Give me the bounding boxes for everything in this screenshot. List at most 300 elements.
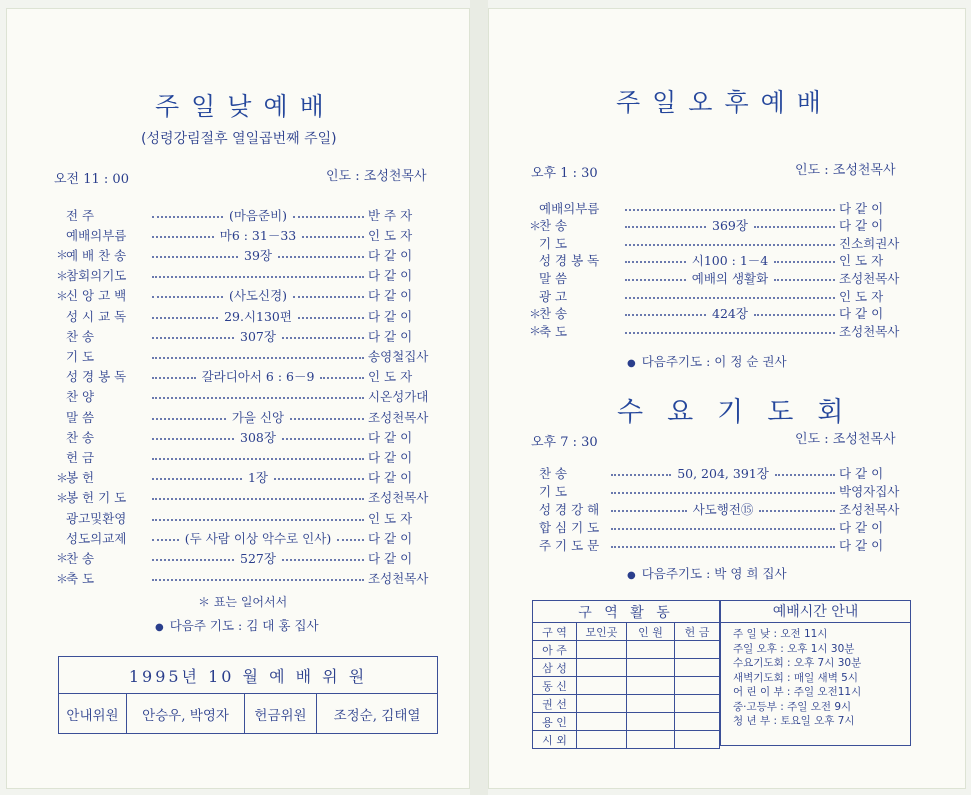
dot-leader [625, 314, 706, 316]
worship-committee-table [58, 656, 438, 734]
service-time-line: 새벽기도회 : 매일 새벽 5시 [733, 671, 858, 684]
order-row [56, 245, 436, 264]
page-gutter [470, 0, 488, 795]
zone-count [627, 659, 675, 677]
order-leader-line [152, 494, 364, 500]
order-leader-line [625, 216, 835, 234]
order-label-wrap [56, 347, 148, 365]
order-detail: 369장 [712, 218, 748, 234]
order-label-wrap [56, 428, 148, 446]
zone-offering [675, 641, 720, 659]
order-label: 기 도 [539, 235, 568, 251]
order-person: 다 같 이 [368, 530, 413, 546]
order-label-wrap [529, 482, 607, 500]
service-time-line: 청 년 부 : 토요일 오후 7시 [733, 715, 855, 727]
order-label: 예 배 찬 송 [66, 247, 127, 263]
order-detail: 가을 신앙 [231, 409, 285, 425]
order-person: 다 같 이 [839, 306, 884, 322]
order-leader-line [152, 468, 364, 486]
order-detail: 307장 [240, 328, 276, 344]
dot-leader [282, 337, 364, 339]
order-row [56, 306, 436, 325]
wednesday-time: 오후 7 : 30 [531, 435, 598, 450]
order-detail: (두 사람 이상 악수로 인사) [184, 530, 332, 546]
order-label-wrap [529, 322, 621, 340]
order-person: 다 같 이 [839, 519, 884, 535]
order-person: 다 같 이 [368, 268, 413, 284]
zone-place [577, 695, 627, 713]
order-leader-line [625, 304, 835, 322]
order-label-wrap [56, 448, 148, 466]
dot-leader [625, 209, 835, 211]
order-label: 성 경 봉 독 [539, 253, 600, 269]
stand-star-icon: ＊ [56, 490, 69, 505]
dot-leader [152, 236, 214, 238]
zone-offering [675, 731, 720, 749]
order-detail: 308장 [240, 429, 276, 445]
order-person: 조성천목사 [368, 409, 429, 425]
order-label-wrap [56, 206, 148, 224]
dot-leader [152, 418, 226, 420]
order-detail: (마음준비) [228, 207, 288, 223]
order-person: 다 같 이 [839, 218, 884, 234]
order-person: 인 도 자 [368, 369, 413, 385]
sunday-subtitle: (성령강림절후 열일곱번째 주일) [141, 131, 337, 147]
service-times-list [733, 627, 861, 729]
committee-cell-3: 헌금위원 [245, 694, 317, 734]
dot-leader [611, 510, 687, 512]
order-label: 광고및환영 [66, 510, 127, 526]
zone-name: 권 선 [533, 695, 577, 713]
order-person: 인 도 자 [839, 288, 884, 304]
zone-row [533, 677, 720, 695]
sunday-afternoon-title: 주일오후예배 [616, 88, 833, 117]
order-label: 주 기 도 문 [539, 537, 600, 553]
zone-row [533, 659, 720, 677]
order-row [529, 517, 907, 536]
committee-cell-2: 안승우, 박영자 [127, 694, 245, 734]
order-leader-line [625, 240, 835, 246]
order-leader-line [152, 226, 364, 244]
zone-place [577, 713, 627, 731]
morning-next-prayer [155, 620, 319, 633]
dot-leader [611, 528, 835, 530]
dot-leader [152, 377, 196, 379]
stand-star-icon: ＊ [56, 288, 69, 303]
wednesday-title: 수요기도회 [617, 397, 868, 428]
morning-leader: 인도 : 조성천목사 [326, 169, 427, 184]
order-detail: 갈라디아서 6 : 6－9 [201, 369, 315, 385]
order-leader-line [152, 549, 364, 567]
order-row [56, 205, 436, 224]
order-row [56, 569, 436, 588]
order-label: 찬 송 [539, 306, 568, 322]
zone-place [577, 731, 627, 749]
zone-name: 삼 성 [533, 659, 577, 677]
dot-leader [152, 276, 364, 278]
stand-note: ＊ 표는 일어서서 [198, 595, 288, 609]
order-label: 성 경 봉 독 [66, 369, 127, 385]
dot-leader [754, 226, 835, 228]
order-label-wrap [529, 536, 607, 554]
order-label: 헌 금 [66, 449, 95, 465]
dot-leader [298, 317, 364, 319]
afternoon-next-prayer-text: 다음주기도 : 이 정 순 권사 [641, 354, 787, 369]
order-label: 찬 송 [66, 429, 95, 445]
order-row [56, 447, 436, 466]
dot-leader [759, 510, 835, 512]
order-leader-line [611, 464, 835, 482]
order-label-wrap [56, 488, 148, 506]
dot-leader [625, 279, 686, 281]
service-time-line: 수요기도회 : 오후 7시 30분 [733, 657, 862, 669]
order-person: 박영자집사 [839, 483, 900, 499]
sunday-morning-title: 주일낮예배 [155, 92, 336, 121]
dot-leader [282, 559, 364, 561]
dot-leader [152, 438, 234, 440]
order-row [529, 268, 907, 287]
order-leader-line [152, 454, 364, 460]
order-leader-line [152, 529, 364, 547]
order-label-wrap [529, 251, 621, 269]
order-label-wrap [56, 246, 148, 264]
order-row [56, 468, 436, 487]
order-row [529, 535, 907, 554]
order-label: 찬 송 [539, 218, 568, 234]
order-label: 성 경 강 해 [539, 501, 600, 517]
dot-leader [152, 559, 234, 561]
order-label-wrap [56, 327, 148, 345]
dot-leader [320, 377, 364, 379]
order-leader-line [152, 327, 364, 345]
afternoon-leader: 인도 : 조성천목사 [795, 163, 896, 178]
order-label-wrap [56, 387, 148, 405]
order-label-wrap [56, 569, 148, 587]
zone-name: 아 주 [533, 641, 577, 659]
dot-leader [152, 458, 364, 460]
dot-leader [625, 332, 835, 334]
dot-leader [152, 539, 179, 541]
order-leader-line [152, 428, 364, 446]
order-leader-line [152, 206, 364, 224]
zone-offering [675, 713, 720, 731]
order-row [529, 481, 907, 500]
wednesday-next-prayer-text: 다음주기도 : 박 영 희 집사 [641, 566, 787, 581]
zone-place [577, 677, 627, 695]
order-person: 시온성가대 [368, 389, 429, 405]
zone-header-4: 헌 금 [675, 623, 720, 641]
order-detail: 예배의 생활화 [691, 270, 769, 286]
zone-header-1: 구 역 [533, 623, 577, 641]
order-person: 다 같 이 [368, 429, 413, 445]
order-label-wrap [56, 468, 148, 486]
order-label: 찬 송 [539, 465, 568, 481]
order-person: 다 같 이 [368, 449, 413, 465]
order-person: 다 같 이 [839, 200, 884, 216]
stand-star-icon: ＊ [56, 248, 69, 263]
stand-star-icon: ＊ [56, 268, 69, 283]
zone-row [533, 695, 720, 713]
order-person: 조성천목사 [368, 490, 429, 506]
wednesday-leader: 인도 : 조성천목사 [795, 432, 896, 447]
zone-row [533, 731, 720, 749]
order-row [56, 225, 436, 244]
order-row [56, 367, 436, 386]
dot-leader [625, 226, 706, 228]
order-row [529, 251, 907, 270]
zone-count [627, 677, 675, 695]
order-label-wrap [56, 408, 148, 426]
order-leader-line [611, 500, 835, 518]
order-label: 예배의부름 [539, 200, 600, 216]
order-row [529, 304, 907, 323]
order-label: 축 도 [539, 323, 568, 339]
dot-leader [625, 244, 835, 246]
order-detail: 사도행전⑮ [692, 501, 754, 517]
zone-place [577, 641, 627, 659]
order-label-wrap [56, 549, 148, 567]
order-leader-line [611, 488, 835, 494]
afternoon-next-prayer [627, 356, 787, 369]
order-label-wrap [529, 234, 621, 252]
order-person: 조성천목사 [368, 571, 429, 587]
dot-leader [775, 474, 835, 476]
order-leader-line [625, 328, 835, 334]
order-row [529, 233, 907, 252]
zone-place [577, 659, 627, 677]
stand-star-icon: ＊ [529, 218, 542, 233]
order-leader-line [152, 515, 364, 521]
order-row [56, 387, 436, 406]
order-leader-line [152, 575, 364, 581]
zone-activity-table [532, 600, 720, 749]
zone-header-2: 모인곳 [577, 623, 627, 641]
dot-leader [625, 261, 686, 263]
order-label: 축 도 [66, 571, 95, 587]
order-row [529, 198, 907, 217]
order-label: 성 시 교 독 [66, 308, 127, 324]
order-label-wrap [56, 307, 148, 325]
order-person: 인 도 자 [839, 253, 884, 269]
dot-leader [152, 296, 223, 298]
order-person: 반 주 자 [368, 207, 413, 223]
order-detail: 마6 : 31－33 [219, 227, 297, 243]
zone-header-3: 인 원 [627, 623, 675, 641]
order-person: 인 도 자 [368, 227, 413, 243]
order-label-wrap [529, 199, 621, 217]
order-label: 찬 송 [66, 328, 95, 344]
zone-offering [675, 695, 720, 713]
order-leader-line [611, 524, 835, 530]
dot-leader [774, 261, 835, 263]
order-person: 다 같 이 [368, 470, 413, 486]
order-row [56, 266, 436, 285]
dot-leader [302, 236, 364, 238]
dot-leader [754, 314, 835, 316]
dot-leader [774, 279, 835, 281]
order-leader-line [152, 408, 364, 426]
order-row [56, 488, 436, 507]
order-label: 봉 헌 기 도 [66, 490, 127, 506]
zone-offering [675, 659, 720, 677]
order-row [56, 346, 436, 365]
service-time-line: 주일 오후 : 오후 1시 30분 [733, 642, 855, 655]
dot-leader [337, 539, 364, 541]
dot-leader [152, 579, 364, 581]
stand-star-icon: ＊ [529, 324, 542, 339]
order-person: 진소희권사 [839, 235, 900, 251]
morning-time: 오전 11 : 00 [54, 172, 129, 187]
order-row [529, 321, 907, 340]
order-label-wrap [529, 269, 621, 287]
dot-leader [152, 397, 364, 399]
dot-leader [152, 478, 242, 480]
dot-leader [152, 317, 218, 319]
order-leader-line [152, 246, 364, 264]
dot-leader [152, 498, 364, 500]
order-detail: 29.시130편 [224, 308, 292, 324]
zone-count [627, 695, 675, 713]
order-label: 성도의교제 [66, 530, 127, 546]
order-leader-line [625, 269, 835, 287]
order-detail: (사도신경) [228, 288, 288, 304]
order-person: 다 같 이 [839, 465, 884, 481]
order-label-wrap [529, 518, 607, 536]
stand-star-icon: ＊ [529, 306, 542, 321]
order-leader-line [625, 205, 835, 211]
order-person: 조성천목사 [839, 270, 900, 286]
order-detail: 1장 [247, 470, 269, 486]
service-time-line: 어 린 이 부 : 주일 오전11시 [733, 686, 862, 698]
zone-offering [675, 677, 720, 695]
order-label-wrap [529, 500, 607, 518]
committee-cell-4: 조정순, 김태열 [317, 694, 438, 734]
order-leader-line [611, 542, 835, 548]
dot-leader [152, 337, 234, 339]
order-label: 기 도 [66, 348, 95, 364]
bullet-icon: ● [155, 622, 164, 633]
stand-star-icon: ＊ [56, 571, 69, 586]
service-time-line: 주 일 낮 : 오전 11시 [733, 628, 828, 640]
order-label-wrap [56, 226, 148, 244]
dot-leader [611, 474, 671, 476]
service-time-line: 중·고등부 : 주일 오전 9시 [733, 700, 852, 713]
dot-leader [152, 519, 364, 521]
order-person: 인 도 자 [368, 510, 413, 526]
order-label: 찬 양 [66, 389, 95, 405]
zone-name: 시 외 [533, 731, 577, 749]
order-person: 다 같 이 [368, 288, 413, 304]
order-person: 다 같 이 [368, 328, 413, 344]
afternoon-time: 오후 1 : 30 [531, 166, 598, 181]
order-person: 조성천목사 [839, 323, 900, 339]
order-label-wrap [529, 464, 607, 482]
dot-leader [152, 256, 238, 258]
dot-leader [152, 357, 364, 359]
order-label: 전 주 [66, 207, 95, 223]
order-leader-line [625, 293, 835, 299]
dot-leader [611, 546, 835, 548]
dot-leader [274, 478, 364, 480]
order-leader-line [152, 353, 364, 359]
order-leader-line [152, 286, 364, 304]
dot-leader [293, 296, 364, 298]
order-label: 예배의부름 [66, 227, 127, 243]
order-row [56, 326, 436, 345]
service-times-title: 예배시간 안내 [721, 601, 910, 623]
stand-star-icon: ＊ [56, 470, 69, 485]
dot-leader [282, 438, 364, 440]
dot-leader [293, 216, 364, 218]
order-label-wrap [56, 529, 148, 547]
order-person: 송영철집사 [368, 348, 429, 364]
order-row [56, 548, 436, 567]
order-label-wrap [56, 509, 148, 527]
order-label: 신 앙 고 백 [66, 288, 127, 304]
dot-leader [278, 256, 364, 258]
order-leader-line [625, 251, 835, 269]
dot-leader [152, 216, 223, 218]
zone-name: 동 신 [533, 677, 577, 695]
order-detail: 50, 204, 391장 [677, 465, 769, 481]
morning-next-prayer-text: 다음주 기도 : 김 대 홍 집사 [169, 618, 319, 633]
order-leader-line [152, 393, 364, 399]
order-label: 찬 송 [66, 550, 95, 566]
order-row [56, 528, 436, 547]
order-person: 조성천목사 [839, 501, 900, 517]
wednesday-next-prayer [627, 568, 787, 581]
order-label-wrap [56, 367, 148, 385]
order-label-wrap [529, 216, 621, 234]
order-detail: 39장 [244, 247, 272, 263]
committee-cell-1: 안내위원 [59, 694, 127, 734]
bullet-icon: ● [627, 358, 636, 369]
bullet-icon: ● [627, 570, 636, 581]
order-person: 다 같 이 [839, 537, 884, 553]
committee-title: 1995년 10 월 예 배 위 원 [59, 657, 438, 694]
order-label-wrap [56, 266, 148, 284]
order-label: 봉 헌 [66, 470, 95, 486]
order-detail: 시100 : 1－4 [691, 253, 769, 269]
zone-row [533, 713, 720, 731]
order-leader-line [152, 272, 364, 278]
order-label: 참회의기도 [66, 268, 127, 284]
stand-star-icon: ＊ [56, 551, 69, 566]
order-person: 다 같 이 [368, 247, 413, 263]
order-label: 말 씀 [66, 409, 95, 425]
order-row [56, 286, 436, 305]
order-label: 기 도 [539, 483, 568, 499]
zone-count [627, 713, 675, 731]
order-row [529, 463, 907, 482]
zone-row [533, 641, 720, 659]
order-person: 다 같 이 [368, 308, 413, 324]
order-row [529, 216, 907, 235]
order-row [56, 407, 436, 426]
order-label-wrap [529, 304, 621, 322]
order-row [56, 508, 436, 527]
order-label: 광 고 [539, 288, 568, 304]
dot-leader [611, 492, 835, 494]
order-row [56, 427, 436, 446]
zone-title: 구 역 활 동 [533, 601, 720, 623]
order-detail: 424장 [712, 306, 748, 322]
order-detail: 527장 [240, 550, 276, 566]
zone-name: 용 인 [533, 713, 577, 731]
order-label-wrap [529, 287, 621, 305]
dot-leader [625, 297, 835, 299]
zone-count [627, 641, 675, 659]
